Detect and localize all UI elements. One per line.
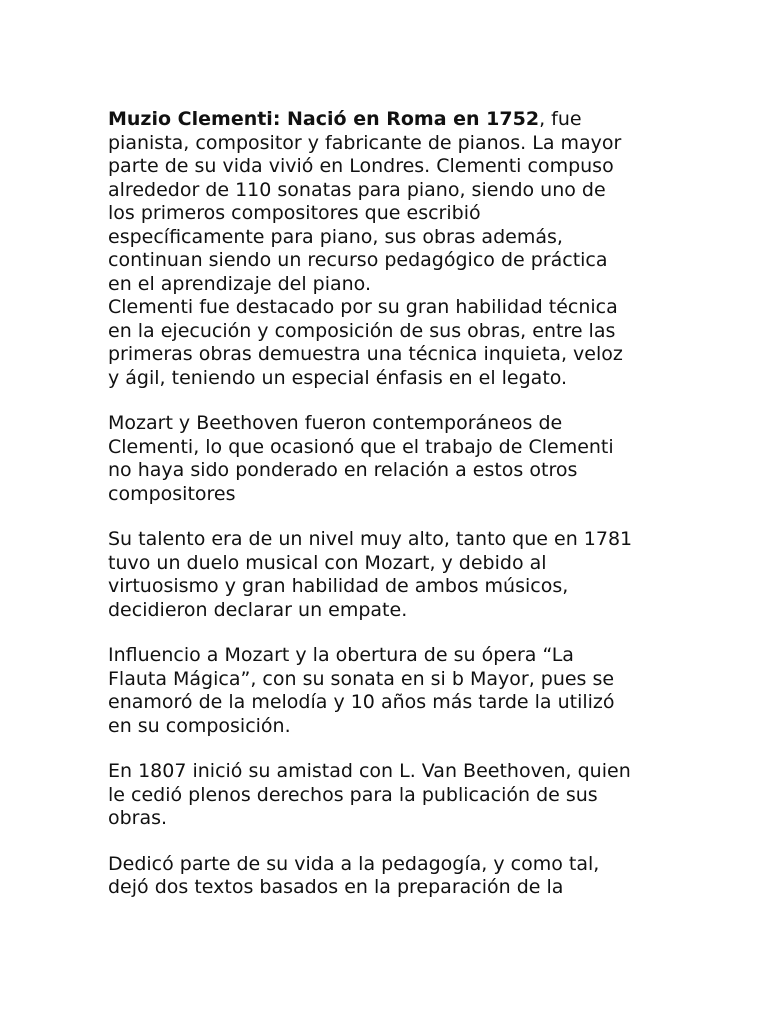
paragraph-beethoven: En 1807 inició su amistad con L. Van Beethoven, quien le cedió plenos derechos para la publicación de sus obras. [108,760,631,829]
intro-lead: Muzio Clementi: Nació en Roma en 1752 [108,108,540,130]
intro-text: , fue pianista, compositor y fabricante de pianos. La mayor parte de su vida vivió en Londres. Clementi compuso alrededor de 110 sonatas para piano, siendo uno de los primeros compositores que escribió específicamente para piano, sus obras además, continuan siendo un recurso pedagógico de práctica en el aprendizaje del piano. [108,108,622,295]
intro-paragraph [108,108,668,296]
paragraph-contemporaries: Mozart y Beethoven fueron contemporáneos de Clementi, lo que ocasionó que el trabajo de Clementi no haya sido ponderado en relación a estos otros compositores [108,412,614,505]
paragraph-technique: Clementi fue destacado por su gran habilidad técnica en la ejecución y composición de sus obras, entre las primeras obras demuestra una técnica inquieta, veloz y ágil, teniendo un especial énfasis en el legato. [108,296,623,389]
paragraph-duel: Su talento era de un nivel muy alto, tanto que en 1781 tuvo un duelo musical con Mozart, y debido al virtuosismo y gran habilidad de ambos músicos, decidieron declarar un empate. [108,528,633,621]
document-body [108,108,668,922]
paragraph-pedagogy: Dedicó parte de su vida a la pedagogía, y como tal, dejó dos textos basados en la preparación de la [108,852,600,898]
paragraph-influence: Influencio a Mozart y la obertura de su ópera “La Flauta Mágica”, con su sonata en si b Mayor, pues se enamoró de la melodía y 10 años más tarde la utilizó en su composición. [108,644,615,737]
